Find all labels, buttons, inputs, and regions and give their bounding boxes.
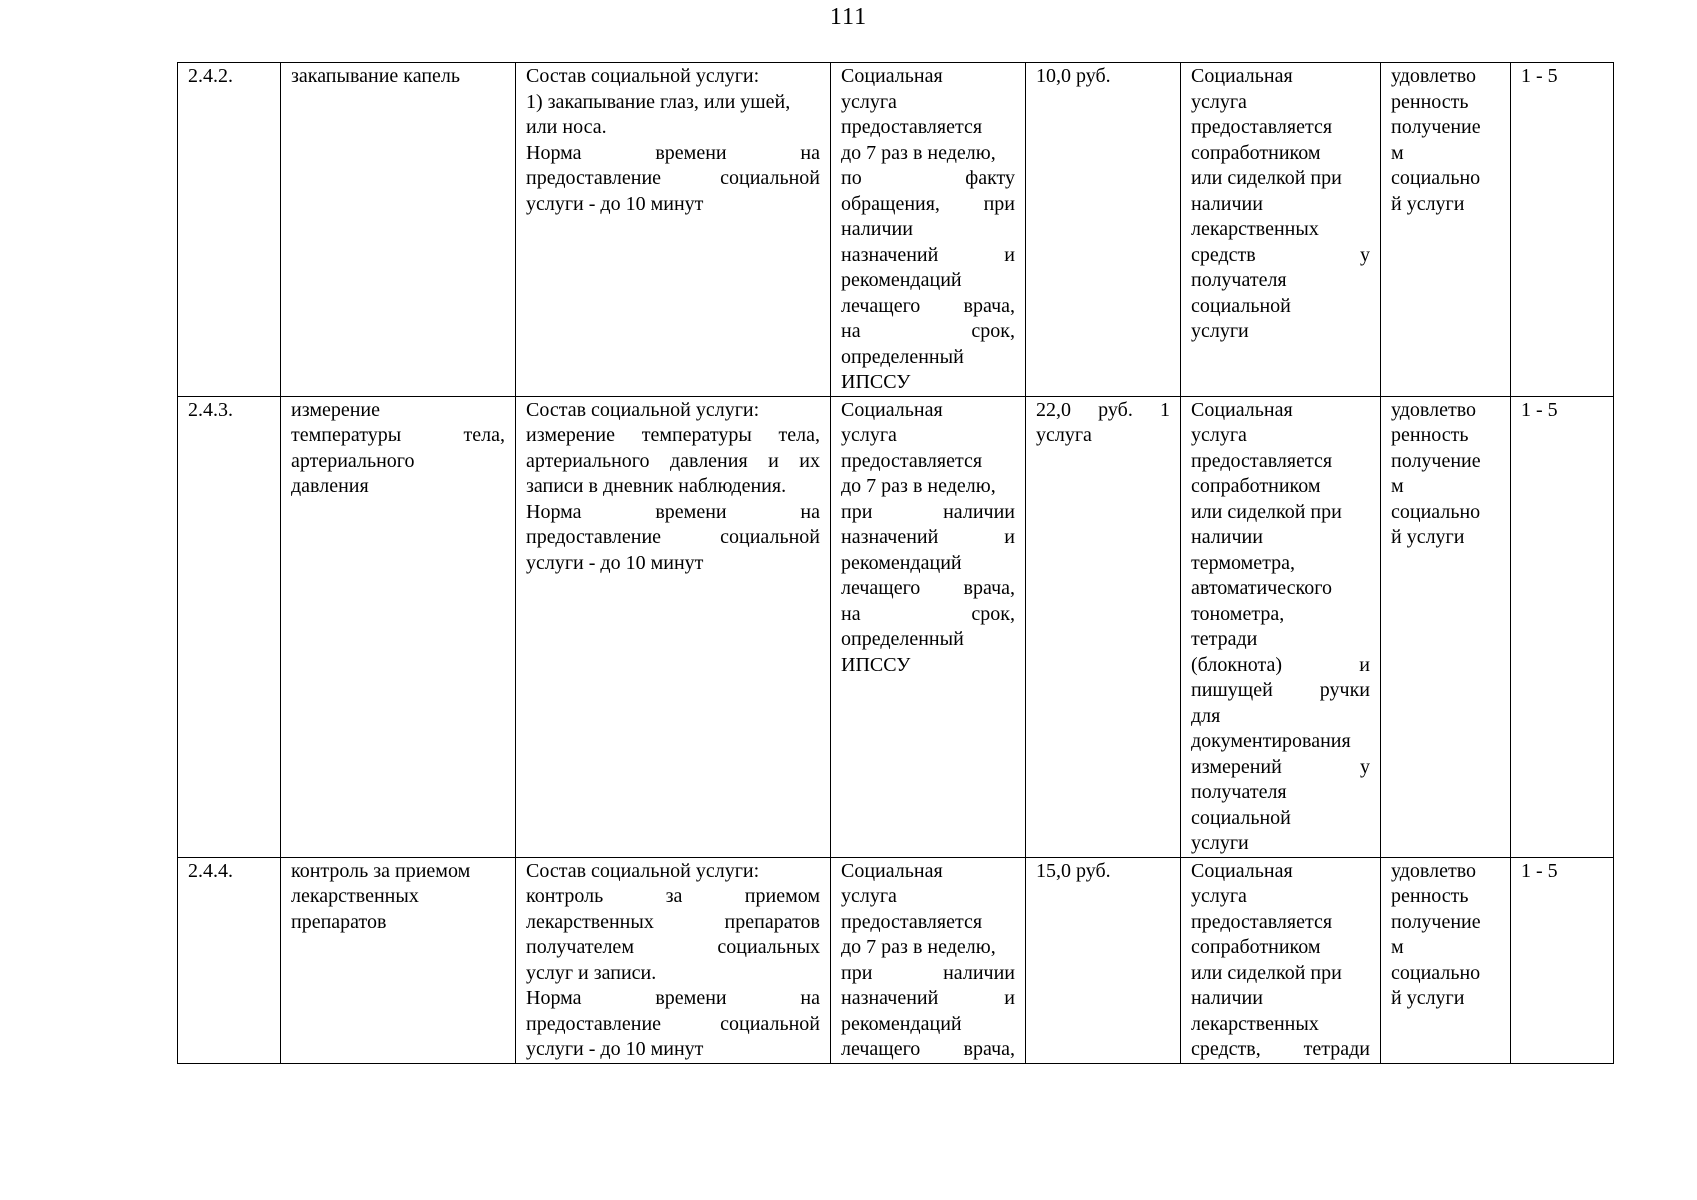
cell-provider-conditions-line: для: [1191, 704, 1221, 727]
cell-conditions-line: на срок,: [841, 602, 1015, 625]
cell-quality-indicator-line: й услуги: [1391, 192, 1465, 215]
cell-service-name-line: закапывание капель: [291, 65, 460, 87]
cell-conditions-line: при наличии: [841, 961, 1015, 984]
cell-conditions-line: до 7 раз в неделю,: [841, 475, 996, 497]
cell-price: [1026, 396, 1181, 857]
cell-quality-indicator-line: м: [1391, 936, 1404, 958]
cell-service-name-line: артериального: [291, 449, 415, 472]
cell-service-content-line: или носа.: [526, 116, 607, 138]
cell-price-line: услуга: [1036, 424, 1092, 446]
cell-provider-conditions-line: получателя: [1191, 269, 1287, 291]
cell-quality-indicator: [1381, 396, 1511, 857]
table-body: [178, 63, 1614, 1064]
cell-service-name-line: препаратов: [291, 910, 387, 933]
cell-service-content: [516, 857, 831, 1063]
cell-service-content: [516, 396, 831, 857]
cell-conditions-line: назначений и: [841, 243, 1015, 266]
cell-service-name-line: измерение: [291, 398, 381, 421]
cell-code-text: 2.4.3.: [188, 398, 233, 421]
cell-conditions-line: ИПССУ: [841, 653, 911, 676]
cell-conditions-line: ИПССУ: [841, 371, 911, 393]
cell-rating-text: 1 - 5: [1521, 398, 1558, 421]
cell-conditions-line: рекомендаций: [841, 1012, 962, 1035]
cell-provider-conditions-line: или сиделкой при: [1191, 961, 1342, 984]
table-row: [178, 857, 1614, 1063]
cell-conditions-line: предоставляется: [841, 449, 983, 472]
cell-price-line: 15,0 руб.: [1036, 859, 1111, 882]
cell-rating: [1511, 396, 1614, 857]
cell-provider-conditions-line: услуга: [1191, 424, 1247, 446]
cell-service-content-line: Состав социальной услуги:: [526, 398, 760, 421]
cell-provider-conditions-line: предоставляется: [1191, 116, 1333, 138]
cell-code-text: 2.4.4.: [188, 859, 233, 882]
cell-quality-indicator-line: ренность: [1391, 885, 1469, 907]
cell-service-name: [281, 396, 516, 857]
page-number: 111: [829, 4, 868, 30]
cell-price: [1026, 857, 1181, 1063]
cell-service-name-line: лекарственных: [291, 885, 419, 907]
cell-conditions: [831, 63, 1026, 397]
cell-conditions-line: до 7 раз в неделю,: [841, 141, 996, 164]
cell-service-content-line: Норма времени на: [526, 500, 820, 523]
cell-conditions-line: лечащего врача,: [841, 294, 1015, 317]
cell-provider-conditions: [1181, 63, 1381, 397]
cell-conditions-line: услуга: [841, 90, 897, 113]
cell-conditions-line: назначений и: [841, 987, 1015, 1009]
cell-conditions-line: рекомендаций: [841, 551, 962, 574]
cell-provider-conditions-line: услуги: [1191, 320, 1249, 342]
cell-provider-conditions-line: или сиделкой при: [1191, 500, 1342, 523]
cell-conditions-line: Социальная: [841, 859, 943, 882]
cell-provider-conditions-line: Социальная: [1191, 65, 1293, 87]
cell-provider-conditions-line: наличии: [1191, 987, 1263, 1009]
cell-quality-indicator-line: ренность: [1391, 424, 1469, 446]
cell-quality-indicator-line: м: [1391, 475, 1404, 497]
cell-service-content-line: получателем социальных: [526, 936, 820, 958]
cell-service-name-line: температуры тела,: [291, 424, 505, 446]
cell-code: [178, 63, 281, 397]
cell-provider-conditions-line: услуги: [1191, 832, 1249, 854]
cell-provider-conditions: [1181, 857, 1381, 1063]
cell-code-text: 2.4.2.: [188, 65, 233, 87]
cell-quality-indicator-line: получение: [1391, 116, 1481, 138]
cell-conditions-line: назначений и: [841, 526, 1015, 548]
cell-service-content-line: предоставление социальной: [526, 1012, 820, 1035]
cell-conditions-line: до 7 раз в неделю,: [841, 936, 996, 958]
cell-provider-conditions: [1181, 396, 1381, 857]
cell-service-content-line: Состав социальной услуги:: [526, 859, 760, 882]
cell-provider-conditions-line: сопработником: [1191, 141, 1321, 164]
cell-service-content-line: Норма времени на: [526, 987, 820, 1009]
cell-provider-conditions-line: лекарственных: [1191, 218, 1319, 240]
cell-provider-conditions-line: сопработником: [1191, 936, 1321, 958]
cell-quality-indicator-line: м: [1391, 141, 1404, 164]
cell-price-line: 10,0 руб.: [1036, 65, 1111, 87]
cell-rating-text: 1 - 5: [1521, 65, 1558, 87]
cell-quality-indicator-line: удовлетво: [1391, 859, 1476, 882]
cell-rating-text: 1 - 5: [1521, 859, 1558, 882]
cell-conditions: [831, 857, 1026, 1063]
cell-provider-conditions-line: Социальная: [1191, 398, 1293, 421]
cell-provider-conditions-line: документирования: [1191, 730, 1351, 752]
cell-provider-conditions-line: наличии: [1191, 526, 1263, 548]
cell-provider-conditions-line: автоматического: [1191, 577, 1332, 599]
cell-conditions-line: рекомендаций: [841, 269, 962, 291]
cell-code: [178, 396, 281, 857]
cell-service-name-line: давления: [291, 475, 369, 497]
cell-provider-conditions-line: услуга: [1191, 885, 1247, 907]
cell-provider-conditions-line: лекарственных: [1191, 1012, 1319, 1035]
cell-quality-indicator-line: й услуги: [1391, 987, 1465, 1009]
cell-service-content-line: услуги - до 10 минут: [526, 192, 704, 215]
cell-quality-indicator-line: социально: [1391, 500, 1481, 523]
cell-service-content-line: артериального давления и их: [526, 449, 820, 472]
cell-conditions-line: лечащего врача,: [841, 577, 1015, 599]
cell-quality-indicator: [1381, 857, 1511, 1063]
cell-service-content-line: услуги - до 10 минут: [526, 1038, 704, 1060]
cell-provider-conditions-line: (блокнота) и: [1191, 653, 1370, 676]
services-table: [177, 62, 1614, 1064]
cell-rating: [1511, 63, 1614, 397]
cell-rating: [1511, 857, 1614, 1063]
cell-provider-conditions-line: социальной: [1191, 806, 1291, 829]
cell-conditions-line: Социальная: [841, 65, 943, 87]
cell-conditions-line: определенный: [841, 628, 964, 650]
cell-provider-conditions-line: услуга: [1191, 90, 1247, 113]
cell-provider-conditions-line: тонометра,: [1191, 602, 1285, 625]
cell-provider-conditions-line: тетради: [1191, 628, 1258, 650]
cell-price: [1026, 63, 1181, 397]
cell-service-content-line: 1) закапывание глаз, или ушей,: [526, 90, 791, 113]
table-row: [178, 396, 1614, 857]
cell-quality-indicator-line: ренность: [1391, 90, 1469, 113]
cell-service-content-line: предоставление социальной: [526, 526, 820, 548]
cell-service-content-line: предоставление социальной: [526, 167, 820, 189]
cell-service-content-line: Норма времени на: [526, 141, 820, 164]
cell-quality-indicator-line: социально: [1391, 961, 1481, 984]
cell-conditions-line: при наличии: [841, 500, 1015, 523]
cell-provider-conditions-line: Социальная: [1191, 859, 1293, 882]
cell-quality-indicator-line: й услуги: [1391, 526, 1465, 548]
cell-conditions-line: предоставляется: [841, 116, 983, 138]
cell-provider-conditions-line: наличии: [1191, 192, 1263, 215]
cell-conditions: [831, 396, 1026, 857]
cell-service-content-line: лекарственных препаратов: [526, 910, 820, 933]
cell-provider-conditions-line: сопработником: [1191, 475, 1321, 497]
cell-provider-conditions-line: средств у: [1191, 243, 1370, 266]
cell-service-name: [281, 63, 516, 397]
cell-provider-conditions-line: термометра,: [1191, 551, 1295, 574]
cell-conditions-line: лечащего врача,: [841, 1038, 1015, 1060]
cell-service-name: [281, 857, 516, 1063]
cell-code: [178, 857, 281, 1063]
cell-service-content-line: Состав социальной услуги:: [526, 65, 760, 87]
cell-service-content-line: измерение температуры тела,: [526, 424, 820, 446]
cell-conditions-line: наличии: [841, 218, 913, 240]
cell-quality-indicator-line: удовлетво: [1391, 65, 1476, 87]
cell-conditions-line: предоставляется: [841, 910, 983, 933]
cell-quality-indicator-line: удовлетво: [1391, 398, 1476, 421]
cell-conditions-line: определенный: [841, 345, 964, 368]
cell-service-content-line: услуги - до 10 минут: [526, 551, 704, 574]
cell-conditions-line: обращения, при: [841, 192, 1015, 215]
cell-conditions-line: Социальная: [841, 398, 943, 421]
cell-provider-conditions-line: или сиделкой при: [1191, 167, 1342, 189]
cell-conditions-line: на срок,: [841, 320, 1015, 342]
cell-quality-indicator-line: получение: [1391, 910, 1481, 933]
cell-quality-indicator-line: получение: [1391, 449, 1481, 472]
cell-provider-conditions-line: предоставляется: [1191, 910, 1333, 933]
cell-price-line: 22,0 руб. 1: [1036, 398, 1170, 421]
cell-service-content-line: услуг и записи.: [526, 961, 657, 984]
cell-quality-indicator-line: социально: [1391, 167, 1481, 189]
cell-service-name-line: контроль за приемом: [291, 859, 471, 882]
cell-provider-conditions-line: пишущей ручки: [1191, 679, 1370, 701]
cell-provider-conditions-line: средств, тетради: [1191, 1038, 1370, 1060]
cell-conditions-line: по факту: [841, 167, 1015, 189]
cell-provider-conditions-line: социальной: [1191, 294, 1291, 317]
cell-service-content: [516, 63, 831, 397]
cell-provider-conditions-line: предоставляется: [1191, 449, 1333, 472]
cell-service-content-line: контроль за приемом: [526, 885, 820, 907]
cell-conditions-line: услуга: [841, 885, 897, 907]
cell-provider-conditions-line: получателя: [1191, 781, 1287, 803]
table-row: [178, 63, 1614, 397]
cell-service-content-line: записи в дневник наблюдения.: [526, 475, 787, 497]
cell-quality-indicator: [1381, 63, 1511, 397]
cell-provider-conditions-line: измерений у: [1191, 755, 1370, 778]
cell-conditions-line: услуга: [841, 424, 897, 446]
